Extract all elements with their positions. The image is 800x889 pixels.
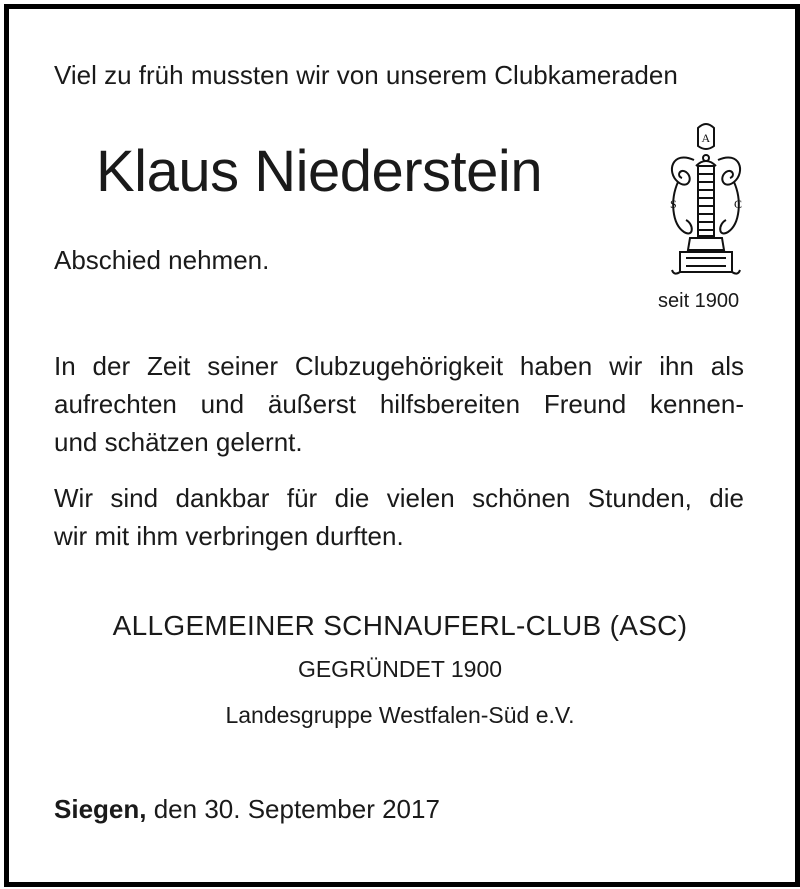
club-emblem-icon bbox=[664, 120, 748, 280]
paragraph-gratitude bbox=[54, 479, 744, 555]
paragraph-line: und schätzen gelernt. bbox=[54, 427, 303, 457]
svg-text:S: S bbox=[670, 197, 677, 211]
date: den 30. September 2017 bbox=[153, 794, 440, 824]
club-founded: GEGRÜNDET 1900 bbox=[297, 656, 503, 682]
club-group: Landesgruppe Westfalen-Süd e.V. bbox=[225, 702, 575, 728]
deceased-name: Klaus Niederstein bbox=[96, 139, 543, 204]
place: Siegen, bbox=[54, 794, 147, 824]
place-date-line bbox=[54, 794, 440, 825]
paragraph-line: Wir sind dankbar für die vielen schönen Stunden, die bbox=[54, 483, 744, 513]
intro-text: Viel zu früh mussten wir von unserem Clubkameraden bbox=[54, 60, 678, 90]
paragraph-line: wir mit ihm verbringen durften. bbox=[54, 521, 404, 551]
svg-text:A: A bbox=[701, 131, 711, 145]
farewell-text: Abschied nehmen. bbox=[54, 245, 270, 275]
paragraph-remembrance bbox=[54, 347, 744, 461]
club-name: ALLGEMEINER SCHNAUFERL-CLUB (ASC) bbox=[112, 610, 688, 641]
svg-text:C: C bbox=[734, 197, 743, 211]
paragraph-line: aufrechten und äußerst hilfsbereiten Freund kennen- bbox=[54, 389, 744, 419]
paragraph-line: In der Zeit seiner Clubzugehörigkeit haben wir ihn als bbox=[54, 351, 744, 381]
emblem-caption: seit 1900 bbox=[658, 290, 740, 312]
